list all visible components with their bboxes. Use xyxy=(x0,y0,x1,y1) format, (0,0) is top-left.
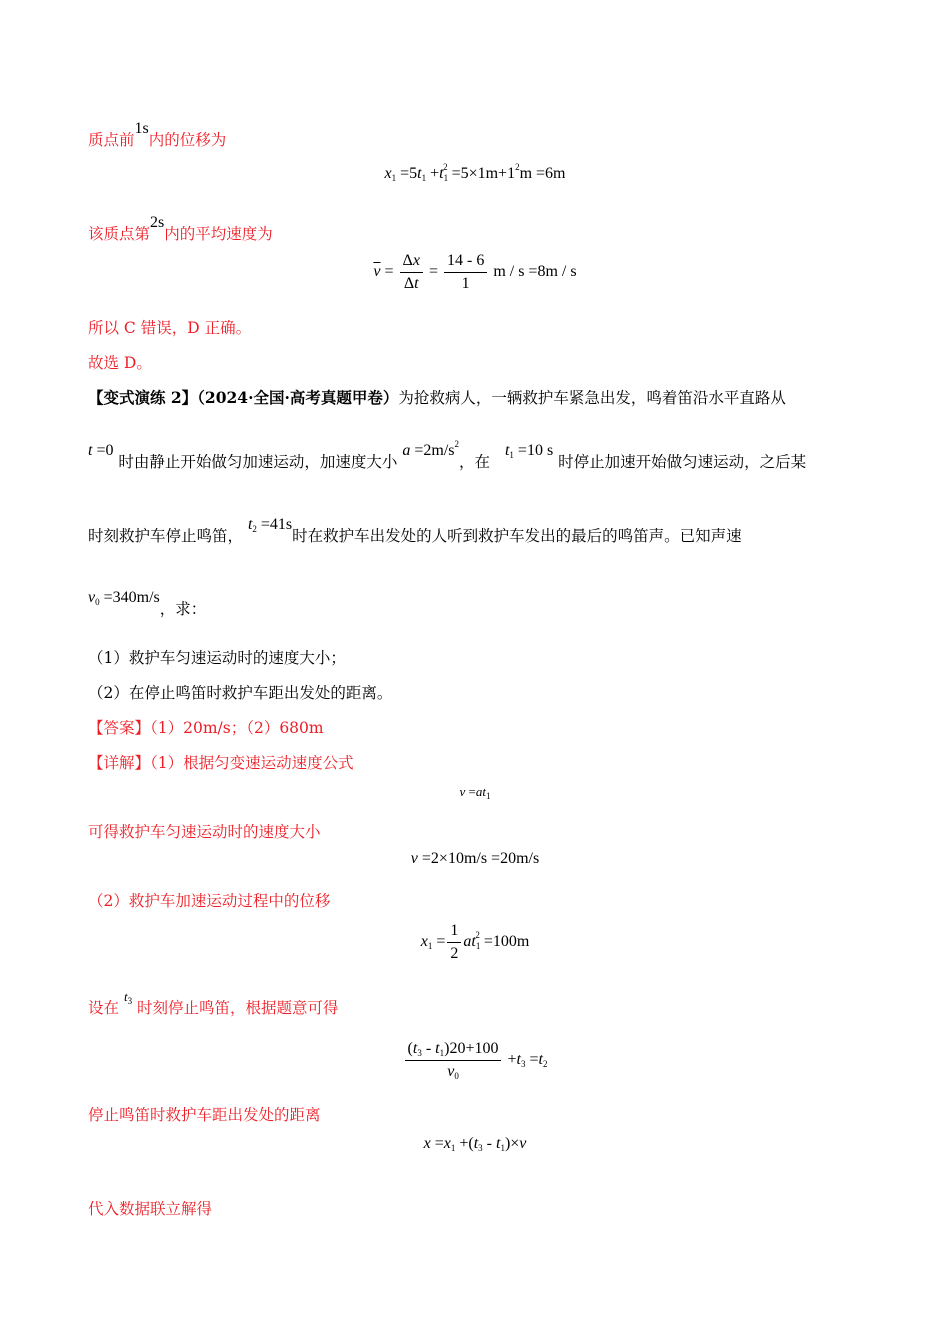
question-1: （1）救护车匀速运动时的速度大小； xyxy=(88,649,346,667)
problem-line-3: 时刻救护车停止鸣笛， $t_2 =41s$时在救护车出发处的人听到救护车发出的最后的鸣笛声。已知声速 xyxy=(88,516,742,545)
formula-x1-acceleration: $x_1$ = $\frac{1}{2}$ $at_1^2 =100m$ xyxy=(420,922,530,962)
step-acceleration-displacement: （2）救护车加速运动过程中的位移 xyxy=(88,892,331,910)
formula-time-equation: $\frac{(t_3 - t_1)20+100}{v_0}$ $+t_3 =t_2$ xyxy=(0,1040,950,1081)
solution-line-1s-displacement: 质点前1s内的位移为 xyxy=(88,120,227,149)
formula-t-zero: t =0 xyxy=(88,442,114,459)
choice-d: 故选 D。 xyxy=(88,354,152,372)
problem-header: 【变式演练 2】（2024·全国·高考真题甲卷）为抢救病人，一辆救护车紧急出发，鸣着笛沿水平直路从 xyxy=(88,388,786,407)
detail-intro: 【详解】（1）根据匀变速运动速度公式 xyxy=(88,754,354,772)
conclusion-c-wrong-d-right: 所以 C 错误，D 正确。 xyxy=(88,319,252,337)
problem-line-4: $v_0 =340m/s$，求： xyxy=(88,589,207,618)
step-stop-distance: 停止鸣笛时救护车距出发处的距离 xyxy=(88,1106,321,1124)
solution-line-average-velocity: 该质点第2s内的平均速度为 xyxy=(88,214,273,243)
step-solve: 代入数据联立解得 xyxy=(88,1200,213,1218)
formula-t2: $t_2 =41s$ xyxy=(247,516,293,534)
problem-label: 【变式演练 2】（2024·全国·高考真题甲卷） xyxy=(88,388,399,407)
formula-v-value: v =2×10m/s =20m/s xyxy=(410,850,540,867)
formula-t3: $t_3$ xyxy=(123,989,133,1006)
formula-distance: $x =x_1 +(t_3 - t_1)\times v$ xyxy=(423,1135,527,1153)
formula-acceleration: $a =2m/s^2$ xyxy=(402,439,460,459)
question-2: （2）在停止鸣笛时救护车距出发处的距离。 xyxy=(88,684,393,702)
formula-sound-speed: $v_0 =340m/s$ xyxy=(88,589,160,607)
step-uniform-speed: 可得救护车匀速运动时的速度大小 xyxy=(88,823,321,841)
answer: 【答案】（1）20m/s；（2）680m xyxy=(88,719,324,737)
formula-average-velocity: $\overline{v}$ = $\frac{\Delta x}{\Delta t}$ = $\frac{14 - 6}{1}$ m / s =8m / s xyxy=(373,252,577,292)
step-stop-whistle-time: 设在 $t_3$ 时刻停止鸣笛，根据题意可得 xyxy=(88,989,339,1017)
formula-x1-displacement: $x_1 =5t_1 +t_1^2 =5\times 1m+1^2m =6m$ xyxy=(384,162,566,183)
problem-line-2: t =0 时由静止开始做匀加速运动，加速度大小 $a =2m/s^2$，在 $t_1 =10$ s 时停止加速开始做匀速运动，之后某 xyxy=(88,439,807,471)
formula-v-equals-at1: $v =at_1$ xyxy=(459,784,491,801)
formula-t1: $t_1 =10$ s xyxy=(504,442,554,460)
